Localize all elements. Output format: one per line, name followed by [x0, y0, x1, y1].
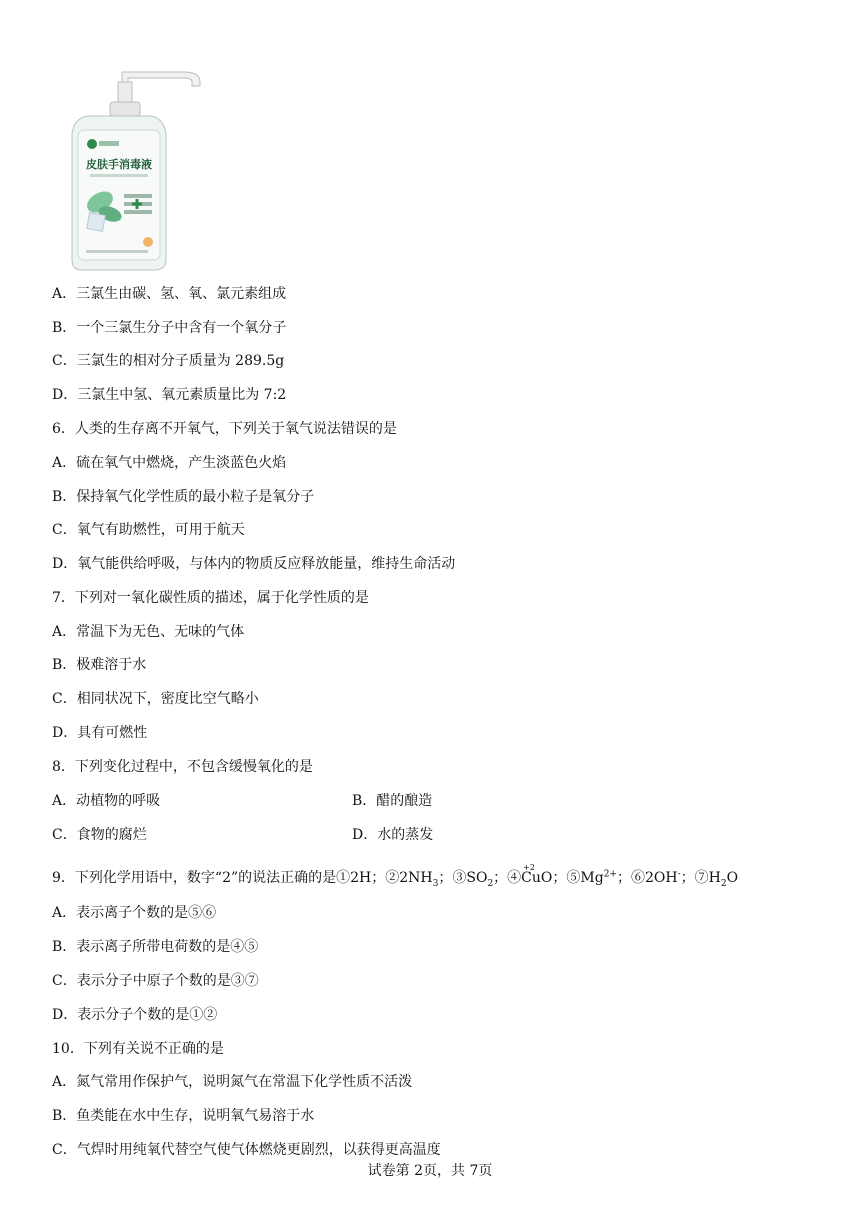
q9-cuo-valence: +2 [523, 863, 535, 872]
q9-option-d: D．表示分子个数的是①② [52, 1007, 218, 1023]
q5-option-c: C．三氯生的相对分子质量为 289.5g [52, 353, 285, 369]
q7-option-c: C．相同状况下，密度比空气略小 [52, 691, 259, 707]
q8-stem: 8．下列变化过程中，不包含缓慢氧化的是 [52, 759, 313, 775]
q8-option-a: A．动植物的呼吸 [52, 793, 161, 809]
q9-cuo-formula-group [521, 864, 552, 888]
q7-stem: 7．下列对一氧化碳性质的描述，属于化学性质的是 [52, 590, 369, 606]
q9-stem-part6: ；⑥2OH [616, 870, 678, 886]
q9-option-a: A．表示离子个数的是⑤⑥ [52, 905, 217, 921]
q10-stem: 10．下列有关说不正确的是 [52, 1041, 224, 1057]
q10-option-b: B．鱼类能在水中生存，说明氧气易溶于水 [52, 1108, 315, 1124]
q5-option-d: D．三氯生中氢、氧元素质量比为 7:2 [52, 387, 287, 403]
q7-option-a: A．常温下为无色、无味的气体 [52, 624, 245, 640]
q6-option-d: D．氧气能供给呼吸，与体内的物质反应释放能量，维持生命活动 [52, 556, 456, 572]
q9-stem-part4: ；④ [493, 870, 522, 886]
q9-so2-subscript: 2 [487, 878, 494, 889]
q8-option-d: D．水的蒸发 [352, 827, 434, 843]
q8-option-b: B．醋的酿造 [352, 793, 433, 809]
q9-option-c: C．表示分子中原子个数的是③⑦ [52, 973, 259, 989]
q6-option-a: A．硫在氧气中燃烧，产生淡蓝色火焰 [52, 455, 287, 471]
sanitizer-bottle-illustration [66, 64, 206, 272]
q9-stem [52, 864, 738, 894]
hand-sanitizer-bottle-image [66, 64, 206, 272]
q7-option-d: D．具有可燃性 [52, 725, 148, 741]
q9-stem-prefix: 9．下列化学用语中，数字“2”的说法正确的是①2H；②2NH [52, 870, 433, 886]
q9-stem-part5: ；⑤Mg [552, 870, 604, 886]
q6-option-b: B．保持氧气化学性质的最小粒子是氧分子 [52, 489, 315, 505]
q9-oh-charge: - [677, 869, 681, 880]
q6-stem: 6．人类的生存离不开氧气，下列关于氧气说法错误的是 [52, 421, 397, 437]
q9-mg-charge: 2+ [603, 869, 617, 880]
q5-option-a: A．三氯生由碳、氢、氧、氯元素组成 [52, 286, 287, 302]
q10-option-c: C．气焊时用纯氧代替空气使气体燃烧更剧烈，以获得更高温度 [52, 1142, 441, 1158]
q5-option-b: B．一个三氯生分子中含有一个氧分子 [52, 320, 287, 336]
bottle-label-title: 皮肤手消毒液 [86, 158, 152, 171]
q7-option-b: B．极难溶于水 [52, 657, 147, 673]
q9-stem-so2: ；③SO [438, 870, 488, 886]
q9-option-b: B．表示离子所带电荷数的是④⑤ [52, 939, 259, 955]
q9-h2o-subscript: 2 [720, 878, 727, 889]
q9-nh3-subscript: 3 [432, 878, 439, 889]
q9-stem-part7: ；⑦H [680, 870, 721, 886]
q10-option-a: A．氮气常用作保护气，说明氮气在常温下化学性质不活泼 [52, 1074, 413, 1090]
page-footer: 试卷第 2页，共 7页 [367, 1163, 493, 1179]
q8-option-c: C．食物的腐烂 [52, 827, 147, 843]
q6-option-c: C．氧气有助燃性，可用于航天 [52, 522, 245, 538]
q9-stem-part7-end: O [726, 870, 739, 886]
q9-cuo-formula: CuO [521, 870, 553, 886]
